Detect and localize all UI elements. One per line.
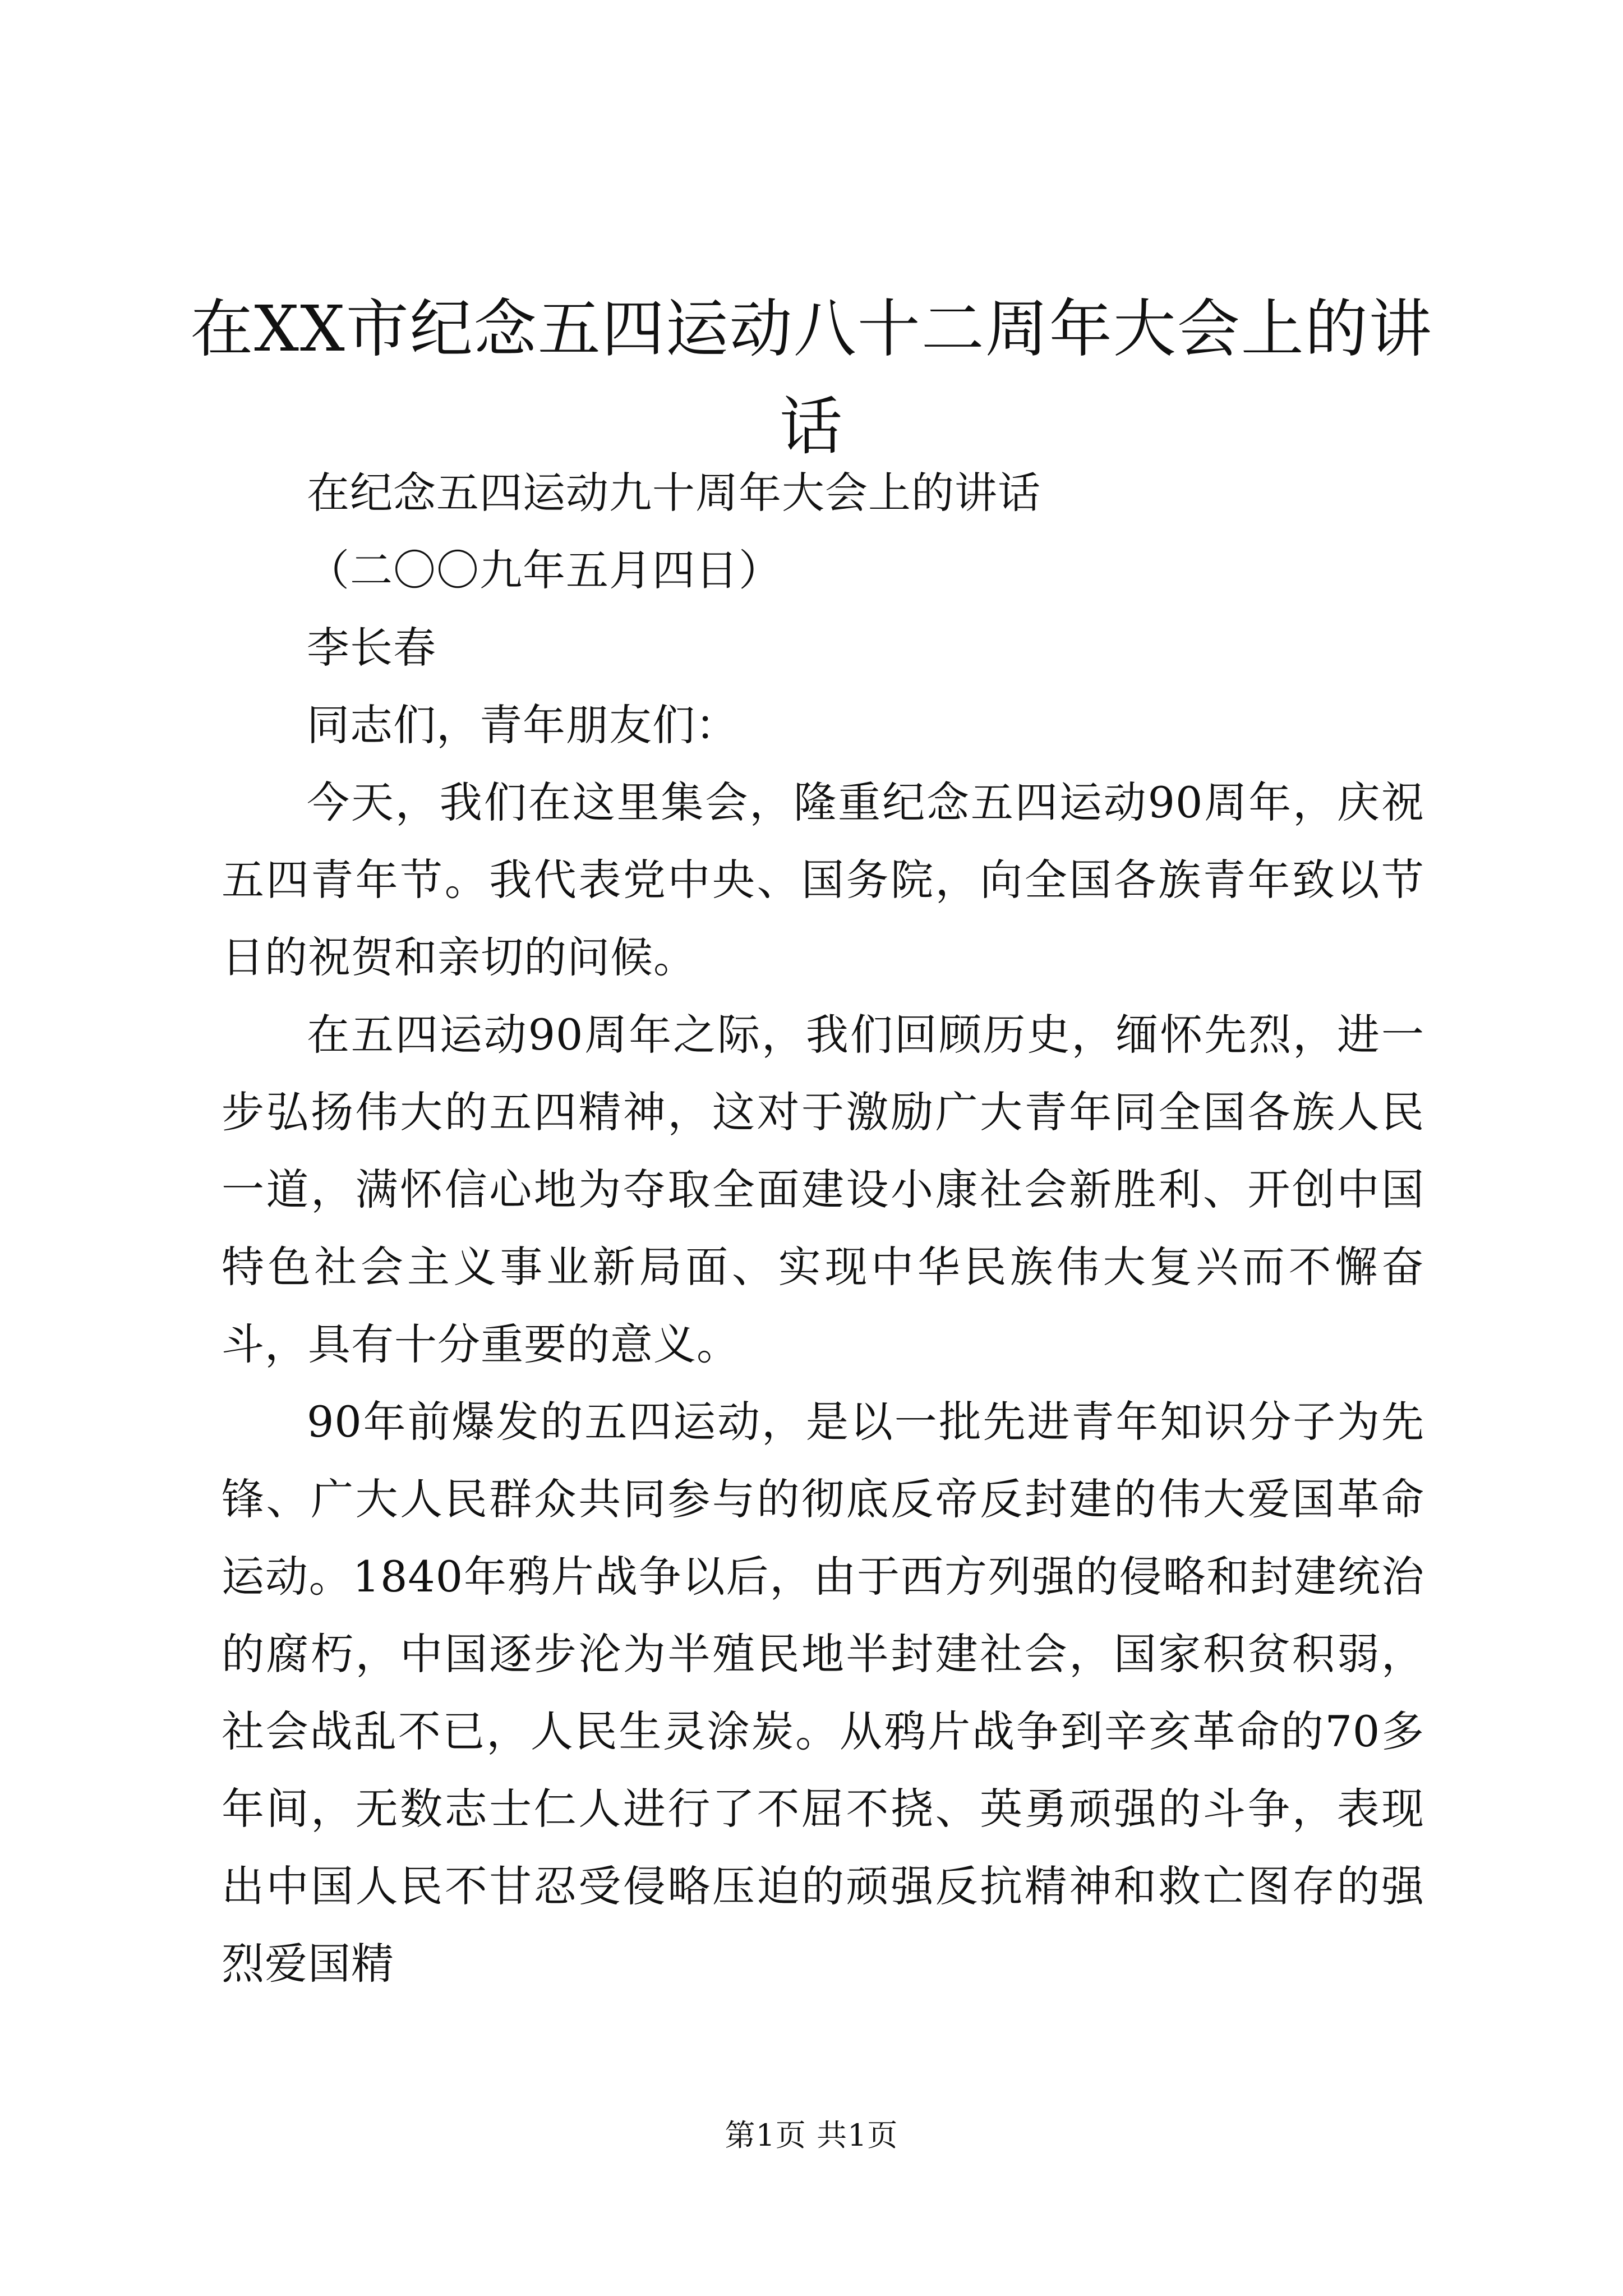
body-paragraph: 在五四运动90周年之际，我们回顾历史，缅怀先烈，进一步弘扬伟大的五四精神，这对于激励广大青年同全国各族人民一道，满怀信心地为夺取全面建设小康社会新胜利、开创中国特色社会主义事业新局面、实现中华民族伟大复兴而不懈奋斗，具有十分重要的意义。 [222,1010,1424,1369]
salutation: 同志们，青年朋友们： [307,700,739,750]
speech-date: （二〇〇九年五月四日） [307,545,782,595]
document-body [222,454,1424,2003]
body-paragraph: 90年前爆发的五四运动，是以一批先进青年知识分子为先锋、广大人民群众共同参与的彻底反帝反封建的伟大爱国革命运动。1840年鸦片战争以后，由于西方列强的侵略和封建统治的腐朽，中国逐步沦为半殖民地半封建社会，国家积贫积弱，社会战乱不已，人民生灵涂炭。从鸦片战争到辛亥革命的70多年间，无数志士仁人进行了不屈不挠、英勇顽强的斗争，表现出中国人民不甘忍受侵略压迫的顽强反抗精神和救亡图存的强烈爱国精 [222,1397,1424,1989]
speech-heading: 在纪念五四运动九十周年大会上的讲话 [307,468,1041,518]
page-footer: 第1页 共1页 [725,2118,898,2153]
body-paragraph: 今天，我们在这里集会，隆重纪念五四运动90周年，庆祝五四青年节。我代表党中央、国务院，向全国各族青年致以节日的祝贺和亲切的问候。 [222,777,1424,982]
document-title: 在XX市纪念五四运动八十二周年大会上的讲话 [190,293,1433,463]
speaker-name: 李长春 [307,623,436,673]
